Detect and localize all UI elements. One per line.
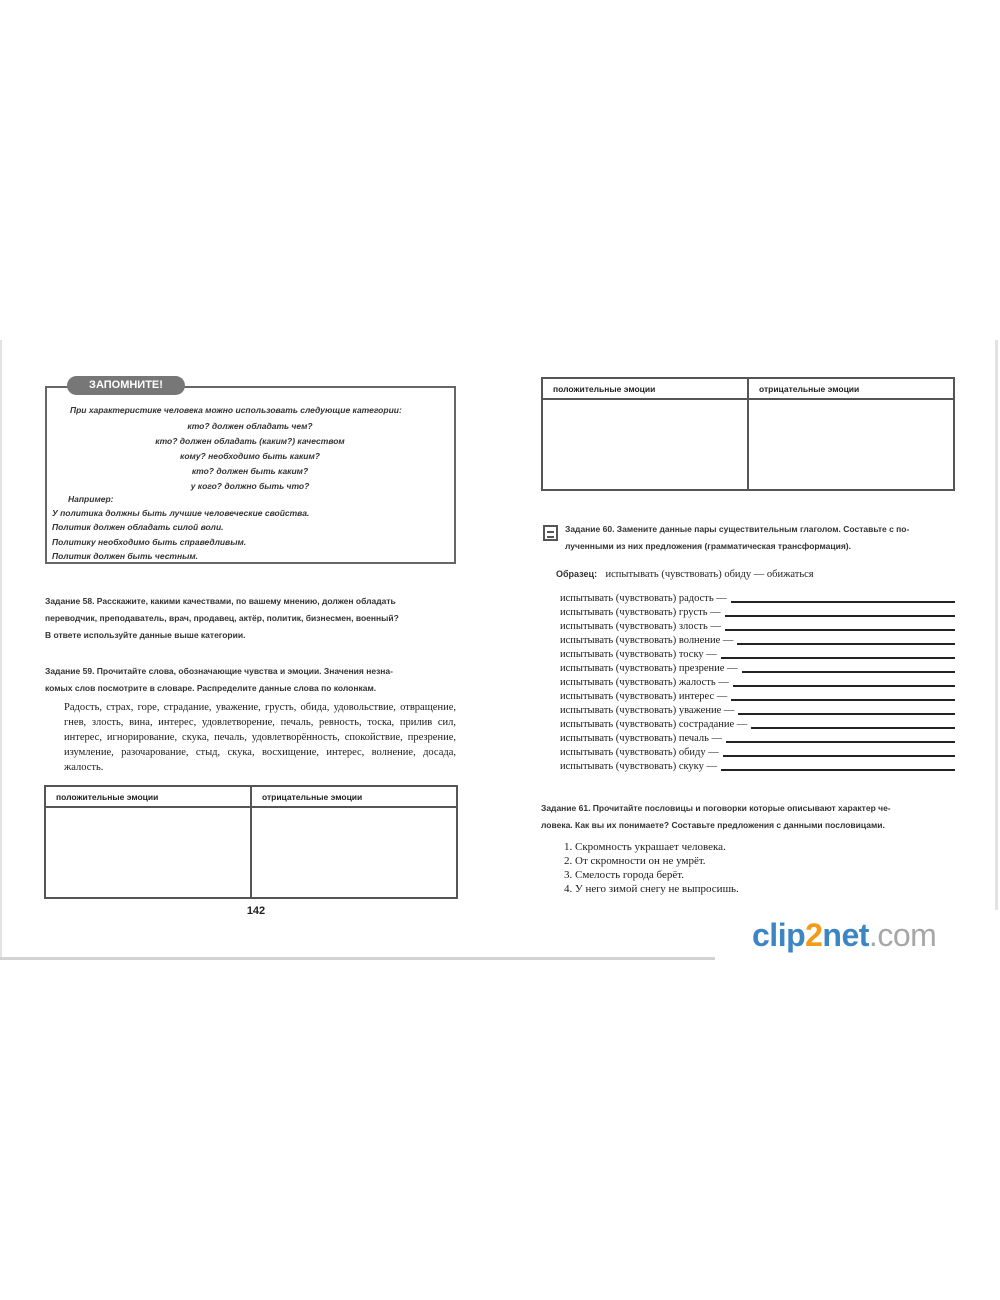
- column-negative-emotions: отрицательные эмоции: [251, 786, 457, 807]
- answer-line[interactable]: [731, 601, 955, 603]
- exercise-label: испытывать (чувствовать) печаль —: [560, 733, 723, 744]
- answer-line[interactable]: [725, 615, 955, 617]
- exercise-label: испытывать (чувствовать) злость —: [560, 621, 721, 632]
- proverb-item: 4. У него зимой снегу не выпросишь.: [575, 882, 739, 896]
- exercise-row[interactable]: [560, 732, 955, 745]
- emotions-table-right: [541, 377, 955, 491]
- task-60-sample: [556, 564, 814, 583]
- exercise-label: испытывать (чувствовать) обиду —: [560, 747, 719, 758]
- negative-emotions-cell[interactable]: [748, 399, 954, 490]
- page-edge-right: [995, 340, 998, 910]
- proverb-item: 2. От скромности он не умрёт.: [575, 854, 739, 868]
- watermark-net: net: [822, 917, 869, 953]
- answer-line[interactable]: [725, 629, 955, 631]
- remember-tab: ЗАПОМНИТЕ!: [67, 376, 185, 395]
- remember-example: Политику необходимо быть справедливым.: [52, 537, 247, 547]
- sample-text: испытывать (чувствовать) обиду — обижаться: [605, 569, 814, 580]
- exercise-label: испытывать (чувствовать) грусть —: [560, 607, 721, 618]
- task-58-line: переводчик, преподаватель, врач, продавец, актёр, политик, бизнесмен, военный?: [45, 613, 399, 623]
- clip2net-watermark: [752, 917, 936, 954]
- answer-line[interactable]: [751, 727, 955, 729]
- task-59-line: комых слов посмотрите в словаре. Распределите данные слова по колонкам.: [45, 683, 377, 693]
- page-edge-left: [0, 340, 2, 957]
- remember-question: у кого? должно быть что?: [190, 481, 310, 491]
- task-60-line: лученными из них предложения (грамматическая трансформация).: [565, 541, 851, 551]
- task-60-line: Задание 60. Замените данные пары существительным глаголом. Составьте с по-: [565, 524, 910, 534]
- page-edge-bottom: [0, 957, 715, 960]
- exercise-label: испытывать (чувствовать) интерес —: [560, 691, 728, 702]
- exercise-row[interactable]: [560, 606, 955, 619]
- negative-emotions-cell[interactable]: [251, 807, 457, 898]
- answer-line[interactable]: [726, 741, 955, 743]
- remember-example: Политик должен быть честным.: [52, 551, 199, 561]
- column-negative-emotions: отрицательные эмоции: [748, 378, 954, 399]
- exercise-row[interactable]: [560, 634, 955, 647]
- emotion-word-list: Радость, страх, горе, страдание, уважение, грусть, обида, удовольствие, отвращение, гнев, злость, вина, интерес, удовлетворение, печаль, ревность, тоска, прилив сил, интерес, игнорирование, скука, печаль, удовлетворённость, спокойствие, презрение, изумление, разочарование, стыд, скука, восхищение, интерес, волнение, досада, жалость.: [64, 702, 456, 773]
- remember-example: Политик должен обладать силой воли.: [52, 522, 224, 532]
- watermark-dotcom: .com: [868, 917, 937, 953]
- remember-example-label: Например:: [68, 494, 114, 504]
- answer-line[interactable]: [742, 671, 955, 673]
- remember-example: У политика должны быть лучшие человеческие свойства.: [52, 508, 310, 518]
- task-61: [541, 800, 961, 834]
- remember-question: кому? необходимо быть каким?: [180, 451, 320, 461]
- exercise-row[interactable]: [560, 718, 955, 731]
- answer-line[interactable]: [721, 769, 955, 771]
- answer-line[interactable]: [738, 713, 955, 715]
- remember-question: кто? должен обладать чем?: [187, 421, 313, 431]
- exercise-row[interactable]: [560, 648, 955, 661]
- task-59: [45, 663, 465, 697]
- positive-emotions-cell[interactable]: [542, 399, 748, 490]
- proverb-item: 1. Скромность украшает человека.: [575, 840, 739, 854]
- page-number: 142: [246, 905, 266, 917]
- task-61-line: Задание 61. Прочитайте пословицы и поговорки которые описывают характер че-: [541, 803, 891, 813]
- exercise-label: испытывать (чувствовать) скуку —: [560, 761, 718, 772]
- exercise-row[interactable]: [560, 592, 955, 605]
- remember-question: кто? должен быть каким?: [191, 466, 309, 476]
- exercise-row[interactable]: [560, 676, 955, 689]
- remember-question: кто? должен обладать (каким?) качеством: [155, 436, 345, 446]
- writing-task-icon: [543, 525, 558, 541]
- answer-line[interactable]: [721, 657, 955, 659]
- exercise-row[interactable]: [560, 746, 955, 759]
- answer-line[interactable]: [731, 699, 955, 701]
- watermark-2: 2: [805, 917, 823, 953]
- answer-line[interactable]: [723, 755, 955, 757]
- exercise-label: испытывать (чувствовать) волнение —: [560, 635, 734, 646]
- column-positive-emotions: положительные эмоции: [45, 786, 251, 807]
- exercise-row[interactable]: [560, 690, 955, 703]
- exercise-label: испытывать (чувствовать) уважение —: [560, 705, 735, 716]
- watermark-clip: clip: [752, 917, 806, 953]
- exercise-row[interactable]: [560, 662, 955, 675]
- exercise-label: испытывать (чувствовать) презрение —: [560, 663, 738, 674]
- exercise-row[interactable]: [560, 704, 955, 717]
- proverb-list: [545, 840, 739, 896]
- task-58-line: Задание 58. Расскажите, какими качествами, по вашему мнению, должен обладать: [45, 596, 396, 606]
- emotions-table-left: [44, 785, 458, 899]
- exercise-row[interactable]: [560, 760, 955, 773]
- task-60: [565, 521, 965, 555]
- proverb-item: 3. Смелость города берёт.: [575, 868, 739, 882]
- answer-line[interactable]: [737, 643, 955, 645]
- remember-intro: При характеристике человека можно использовать следующие категории:: [70, 405, 402, 415]
- positive-emotions-cell[interactable]: [45, 807, 251, 898]
- exercise-row[interactable]: [560, 620, 955, 633]
- task-61-line: ловека. Как вы их понимаете? Составьте предложения с данными пословицами.: [541, 820, 885, 830]
- task-58: [45, 593, 465, 644]
- column-positive-emotions: положительные эмоции: [542, 378, 748, 399]
- task-58-line: В ответе используйте данные выше категории.: [45, 630, 246, 640]
- exercise-label: испытывать (чувствовать) радость —: [560, 593, 727, 604]
- exercise-label: испытывать (чувствовать) жалость —: [560, 677, 729, 688]
- exercise-label: испытывать (чувствовать) тоску —: [560, 649, 717, 660]
- answer-line[interactable]: [733, 685, 955, 687]
- sample-label: Образец:: [556, 569, 598, 579]
- task-59-line: Задание 59. Прочитайте слова, обозначающие чувства и эмоции. Значения незна-: [45, 666, 393, 676]
- exercise-label: испытывать (чувствовать) сострадание —: [560, 719, 748, 730]
